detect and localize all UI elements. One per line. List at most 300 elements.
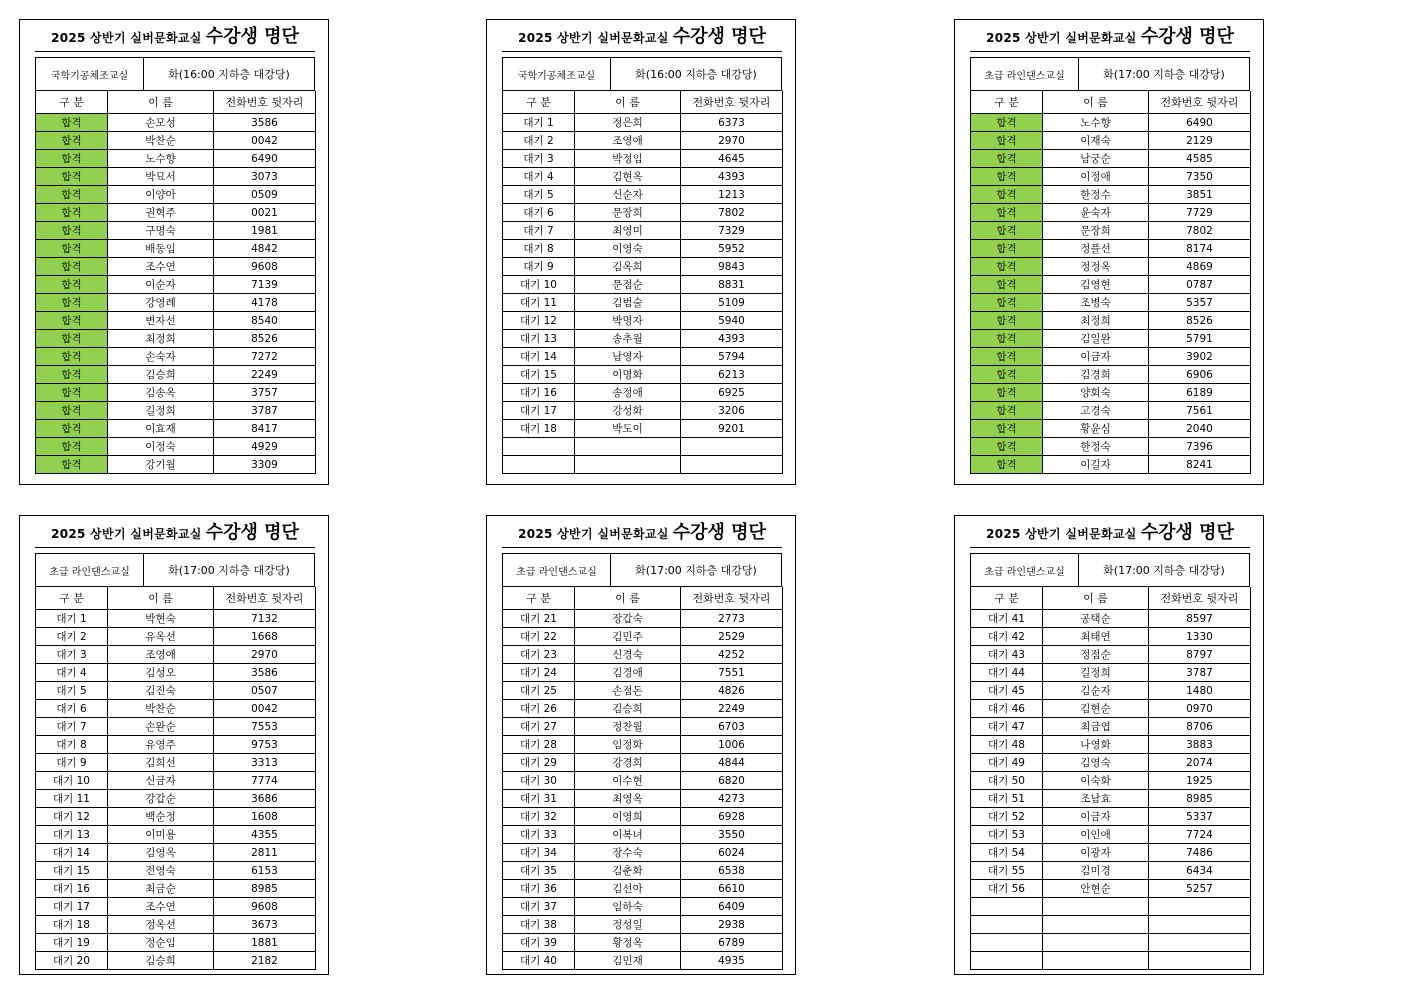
status-cell: 대기 50 [971,772,1043,790]
status-cell: 대기 44 [971,664,1043,682]
column-header: 이 름 [575,91,681,114]
status-cell: 대기 1 [503,114,575,132]
status-cell: 합격 [971,222,1043,240]
name-cell: 이순자 [108,276,214,294]
table-row [36,682,316,700]
table-row [971,952,1251,970]
table-row [503,222,783,240]
table-row [36,456,316,474]
table-row [503,826,783,844]
table-row [36,168,316,186]
status-cell: 합격 [971,204,1043,222]
table-row [36,186,316,204]
name-cell: 황윤심 [1043,420,1149,438]
status-cell: 합격 [36,294,108,312]
table-row [971,402,1251,420]
name-cell: 임정화 [575,736,681,754]
phone-cell: 3673 [214,916,316,934]
name-cell: 김경애 [575,664,681,682]
phone-cell: 4252 [681,646,783,664]
phone-cell: 7396 [1149,438,1251,456]
status-cell: 대기 15 [503,366,575,384]
status-cell: 합격 [971,240,1043,258]
status-cell: 합격 [36,366,108,384]
name-cell: 구명숙 [108,222,214,240]
class-name: 국학기공체조교실 [36,58,144,90]
name-cell: 양회숙 [1043,384,1149,402]
table-row [971,438,1251,456]
name-cell: 나영화 [1043,736,1149,754]
status-cell: 대기 11 [503,294,575,312]
sheet-title-prefix: 2025 상반기 실버문화교실 [986,527,1137,541]
sheet-title-main: 수강생 명단 [672,26,766,47]
phone-cell: 6538 [681,862,783,880]
status-cell: 합격 [36,312,108,330]
phone-cell: 6490 [214,150,316,168]
status-cell: 대기 2 [36,628,108,646]
status-cell [503,438,575,456]
status-cell: 대기 24 [503,664,575,682]
status-cell: 합격 [36,438,108,456]
class-info [502,553,782,587]
table-row [503,114,783,132]
status-cell: 대기 4 [503,168,575,186]
name-cell: 이정숙 [108,438,214,456]
status-cell: 대기 25 [503,682,575,700]
phone-cell: 7139 [214,276,316,294]
table-row [503,168,783,186]
name-cell: 송추월 [575,330,681,348]
phone-cell: 6789 [681,934,783,952]
status-cell: 대기 53 [971,826,1043,844]
status-cell: 대기 45 [971,682,1043,700]
name-cell: 김영현 [1043,276,1149,294]
name-cell: 최태연 [1043,628,1149,646]
phone-cell: 6610 [681,880,783,898]
table-row [971,114,1251,132]
phone-cell: 8526 [1149,312,1251,330]
status-cell: 대기 3 [36,646,108,664]
status-cell: 대기 56 [971,880,1043,898]
name-cell: 김일완 [1043,330,1149,348]
table-row [971,420,1251,438]
table-row [36,700,316,718]
phone-cell: 0507 [214,682,316,700]
phone-cell: 1006 [681,736,783,754]
column-header: 이 름 [1043,587,1149,610]
column-header: 이 름 [575,587,681,610]
name-cell: 김춘화 [575,862,681,880]
sheet-title-main: 수강생 명단 [1140,522,1234,543]
phone-cell: 9608 [214,898,316,916]
status-cell: 대기 5 [503,186,575,204]
class-name: 초급 라인댄스교실 [971,554,1079,586]
name-cell: 길정희 [108,402,214,420]
table-row [503,754,783,772]
table-row [503,916,783,934]
phone-cell: 3851 [1149,186,1251,204]
phone-cell: 7132 [214,610,316,628]
table-row [503,150,783,168]
status-cell: 대기 36 [503,880,575,898]
phone-cell: 6373 [681,114,783,132]
table-row [971,772,1251,790]
status-cell: 대기 35 [503,862,575,880]
name-cell: 노수향 [108,150,214,168]
status-cell [971,934,1043,952]
phone-cell: 8831 [681,276,783,294]
table-row [503,366,783,384]
status-cell: 대기 7 [503,222,575,240]
phone-cell: 6213 [681,366,783,384]
phone-cell: 6024 [681,844,783,862]
table-row [971,330,1251,348]
status-cell: 합격 [36,402,108,420]
phone-cell: 3787 [1149,664,1251,682]
column-header: 전화번호 뒷자리 [214,91,316,114]
name-cell: 이광자 [1043,844,1149,862]
phone-cell: 0042 [214,700,316,718]
phone-cell: 5952 [681,240,783,258]
status-cell: 대기 16 [36,880,108,898]
sheet-title-main: 수강생 명단 [1140,26,1234,47]
table-row [36,826,316,844]
table-row [971,276,1251,294]
table-row [971,646,1251,664]
column-header: 이 름 [108,587,214,610]
table-row [503,880,783,898]
roster-table [970,587,1251,970]
phone-cell: 0509 [214,186,316,204]
status-cell: 합격 [36,114,108,132]
phone-cell: 3686 [214,790,316,808]
name-cell: 송정애 [575,384,681,402]
table-row [971,682,1251,700]
table-row [971,700,1251,718]
name-cell: 정순임 [108,934,214,952]
phone-cell: 1925 [1149,772,1251,790]
column-header: 전화번호 뒷자리 [681,91,783,114]
table-row [36,294,316,312]
table-row [971,718,1251,736]
name-cell: 김승희 [108,952,214,970]
status-cell: 대기 27 [503,718,575,736]
table-row [36,114,316,132]
name-cell: 박명자 [575,312,681,330]
table-row [36,736,316,754]
phone-cell: 8526 [214,330,316,348]
table-row [971,258,1251,276]
table-row [503,348,783,366]
phone-cell: 2249 [681,700,783,718]
name-cell: 김범술 [575,294,681,312]
roster-table [35,91,316,474]
status-cell: 대기 7 [36,718,108,736]
table-row [36,204,316,222]
status-cell: 대기 20 [36,952,108,970]
name-cell: 공택순 [1043,610,1149,628]
name-cell: 강영례 [108,294,214,312]
status-cell: 합격 [36,222,108,240]
column-header: 전화번호 뒷자리 [681,587,783,610]
class-info [502,57,782,91]
phone-cell: 6189 [1149,384,1251,402]
status-cell: 대기 23 [503,646,575,664]
class-schedule: 화(17:00 지하층 대강당) [168,564,290,577]
status-cell: 대기 12 [36,808,108,826]
table-row [971,312,1251,330]
table-row [36,772,316,790]
name-cell: 이숙화 [1043,772,1149,790]
phone-cell: 8417 [214,420,316,438]
table-row [971,186,1251,204]
table-row [503,646,783,664]
table-row [503,790,783,808]
phone-cell: 4929 [214,438,316,456]
status-cell: 대기 29 [503,754,575,772]
phone-cell: 3586 [214,114,316,132]
phone-cell: 7272 [214,348,316,366]
phone-cell: 3883 [1149,736,1251,754]
table-row [36,610,316,628]
table-row [503,664,783,682]
phone-cell: 7561 [1149,402,1251,420]
table-row [503,934,783,952]
status-cell: 합격 [971,168,1043,186]
phone-cell: 6925 [681,384,783,402]
column-header: 구 분 [503,91,575,114]
name-cell: 황정옥 [575,934,681,952]
status-cell: 대기 55 [971,862,1043,880]
name-cell: 손점돈 [575,682,681,700]
table-row [36,402,316,420]
name-cell: 권혁주 [108,204,214,222]
phone-cell: 2970 [214,646,316,664]
roster-sheet-6 [954,515,1264,975]
name-cell: 손숙자 [108,348,214,366]
table-row [36,276,316,294]
column-header: 구 분 [36,587,108,610]
phone-cell: 6928 [681,808,783,826]
status-cell: 대기 13 [503,330,575,348]
status-cell: 대기 9 [36,754,108,772]
phone-cell: 7802 [1149,222,1251,240]
table-row [36,258,316,276]
table-row [971,150,1251,168]
status-cell: 합격 [36,456,108,474]
class-info [35,553,315,587]
status-cell: 합격 [36,186,108,204]
name-cell: 전영숙 [108,862,214,880]
name-cell: 정성일 [575,916,681,934]
table-row [503,276,783,294]
name-cell: 김희선 [108,754,214,772]
column-header: 구 분 [971,91,1043,114]
phone-cell: 6490 [1149,114,1251,132]
phone-cell: 4585 [1149,150,1251,168]
phone-cell: 3787 [214,402,316,420]
name-cell: 김미경 [1043,862,1149,880]
phone-cell: 7350 [1149,168,1251,186]
phone-cell: 4935 [681,952,783,970]
phone-cell: 0787 [1149,276,1251,294]
roster-sheet-4 [19,515,329,975]
phone-cell: 4178 [214,294,316,312]
sheet-title [970,520,1250,548]
phone-cell: 9608 [214,258,316,276]
sheet-title-prefix: 2025 상반기 실버문화교실 [986,31,1137,45]
status-cell: 합격 [36,132,108,150]
phone-cell: 4842 [214,240,316,258]
status-cell: 대기 4 [36,664,108,682]
roster-sheet-5 [486,515,796,975]
name-cell: 김영옥 [108,844,214,862]
phone-cell: 6153 [214,862,316,880]
name-cell: 최정희 [108,330,214,348]
status-cell: 대기 30 [503,772,575,790]
status-cell: 대기 17 [503,402,575,420]
table-row [971,844,1251,862]
status-cell: 합격 [971,366,1043,384]
table-row [971,240,1251,258]
table-row [971,610,1251,628]
table-row [971,898,1251,916]
phone-cell: 1981 [214,222,316,240]
phone-cell [1149,916,1251,934]
status-cell: 합격 [36,168,108,186]
status-cell: 대기 48 [971,736,1043,754]
status-cell: 대기 40 [503,952,575,970]
name-cell: 김민재 [575,952,681,970]
name-cell: 김성오 [108,664,214,682]
table-row [971,880,1251,898]
status-cell: 합격 [971,312,1043,330]
name-cell: 정찬월 [575,718,681,736]
table-row [971,862,1251,880]
name-cell: 김선아 [575,880,681,898]
name-cell: 강성화 [575,402,681,420]
name-cell: 이수현 [575,772,681,790]
status-cell [971,898,1043,916]
name-cell: 조영애 [108,646,214,664]
phone-cell: 8985 [214,880,316,898]
status-cell: 합격 [971,348,1043,366]
name-cell: 김옥희 [575,258,681,276]
status-cell: 합격 [971,384,1043,402]
name-cell: 신순자 [575,186,681,204]
phone-cell: 4844 [681,754,783,772]
status-cell: 대기 39 [503,934,575,952]
status-cell: 합격 [971,456,1043,474]
table-row [503,258,783,276]
phone-cell: 8540 [214,312,316,330]
phone-cell: 3902 [1149,348,1251,366]
sheet-title-main: 수강생 명단 [672,522,766,543]
table-row [503,240,783,258]
column-header: 구 분 [971,587,1043,610]
phone-cell: 1480 [1149,682,1251,700]
name-cell: 박정임 [575,150,681,168]
status-cell: 대기 52 [971,808,1043,826]
name-cell [1043,916,1149,934]
name-cell: 김진숙 [108,682,214,700]
status-cell: 대기 22 [503,628,575,646]
phone-cell: 1213 [681,186,783,204]
table-row [36,844,316,862]
table-row [503,772,783,790]
column-header: 전화번호 뒷자리 [1149,91,1251,114]
table-row [503,898,783,916]
phone-cell: 1881 [214,934,316,952]
name-cell: 한정숙 [1043,438,1149,456]
name-cell: 정옥선 [108,916,214,934]
table-row [971,790,1251,808]
name-cell: 이명화 [575,366,681,384]
table-row [36,754,316,772]
phone-cell: 4826 [681,682,783,700]
column-header: 전화번호 뒷자리 [214,587,316,610]
class-info [35,57,315,91]
class-info [970,57,1250,91]
status-cell: 합격 [971,438,1043,456]
name-cell: 강기월 [108,456,214,474]
status-cell: 합격 [36,348,108,366]
name-cell: 이영숙 [575,240,681,258]
status-cell: 대기 46 [971,700,1043,718]
name-cell: 문장희 [575,204,681,222]
phone-cell: 3073 [214,168,316,186]
status-cell: 대기 14 [503,348,575,366]
name-cell: 최영옥 [575,790,681,808]
phone-cell: 5337 [1149,808,1251,826]
name-cell [1043,952,1149,970]
name-cell: 이길자 [1043,456,1149,474]
status-cell: 대기 54 [971,844,1043,862]
class-schedule: 화(16:00 지하층 대강당) [168,68,290,81]
table-row [36,222,316,240]
name-cell: 남궁순 [1043,150,1149,168]
phone-cell: 5357 [1149,294,1251,312]
name-cell: 김송옥 [108,384,214,402]
name-cell: 이미용 [108,826,214,844]
phone-cell: 8797 [1149,646,1251,664]
status-cell: 대기 42 [971,628,1043,646]
table-row [971,456,1251,474]
status-cell: 합격 [36,330,108,348]
phone-cell: 5940 [681,312,783,330]
status-cell [503,456,575,474]
name-cell: 조병숙 [1043,294,1149,312]
table-row [36,646,316,664]
table-row [503,700,783,718]
status-cell: 합격 [36,258,108,276]
phone-cell: 0021 [214,204,316,222]
name-cell: 정정옥 [1043,258,1149,276]
name-cell: 정점순 [1043,646,1149,664]
table-row [36,438,316,456]
status-cell: 합격 [971,186,1043,204]
table-row [971,916,1251,934]
status-cell: 대기 12 [503,312,575,330]
name-cell: 유옥선 [108,628,214,646]
sheet-title-prefix: 2025 상반기 실버문화교실 [518,31,669,45]
name-cell: 한정수 [1043,186,1149,204]
status-cell: 대기 3 [503,150,575,168]
phone-cell: 2040 [1149,420,1251,438]
table-row [971,294,1251,312]
status-cell: 합격 [971,132,1043,150]
name-cell: 손모성 [108,114,214,132]
